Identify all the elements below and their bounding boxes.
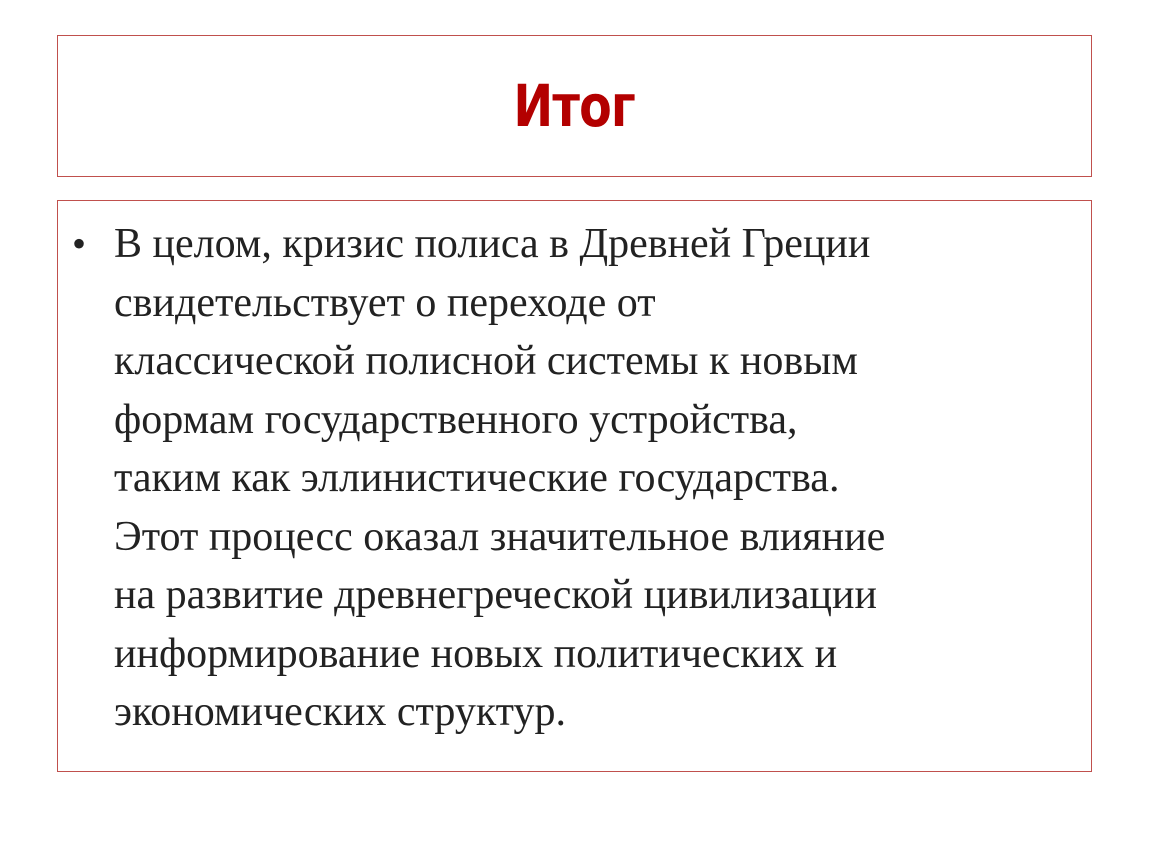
body-line: экономических структур.	[114, 689, 566, 735]
body-line: формам государственного устройства,	[114, 396, 798, 443]
title-frame	[57, 35, 1092, 177]
body-line: классической полисной системы к новым	[114, 338, 858, 384]
body-line: В целом, кризис полиса в Древней Греции	[114, 221, 871, 267]
bullet-text	[114, 215, 885, 742]
content-frame	[57, 200, 1092, 772]
body-line: информирование новых политических и	[114, 630, 838, 677]
body-line: Этот процесс оказал значительное влияние	[114, 513, 886, 560]
body-line: на развитие древнегреческой цивилизации	[114, 572, 877, 618]
slide-title: Итог	[513, 72, 636, 140]
body-line: свидетельствует о переходе от	[114, 279, 656, 326]
bullet-item	[72, 215, 1072, 742]
body-line: таким как эллинистические государства.	[114, 455, 840, 501]
bullet-icon: •	[72, 221, 87, 266]
